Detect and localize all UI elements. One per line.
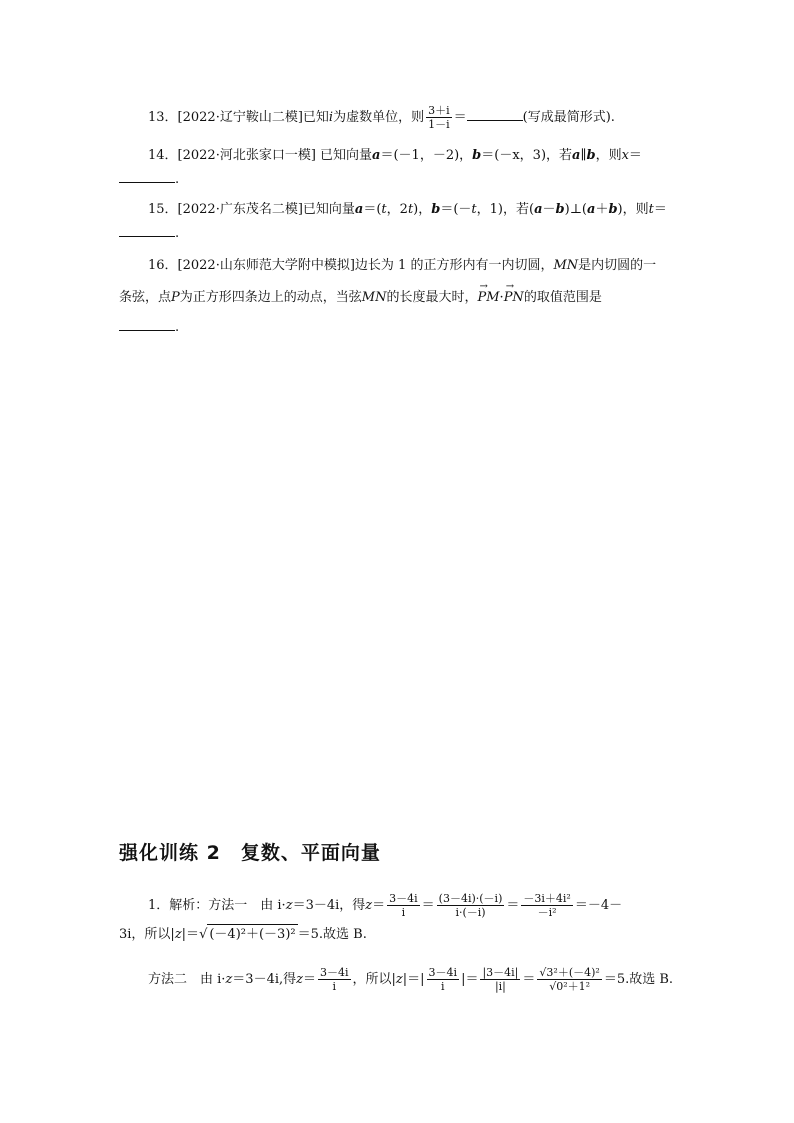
- equals-sign: ＝: [303, 972, 317, 987]
- text-fragment: ，1)，若(: [476, 202, 535, 217]
- problem-16-text: 16．[2022·山东师范大学附中模拟]边长为 1 的正方形内有一内切圆，: [148, 258, 554, 273]
- problem-16-line-1: [148, 256, 656, 276]
- fraction-numerator: 3－4i: [428, 966, 458, 979]
- answer-blank[interactable]: [119, 168, 175, 183]
- text-fragment: ＝5.故选 B.: [603, 972, 674, 987]
- fraction-denominator: i: [441, 980, 445, 993]
- problem-16-line-3: [119, 316, 179, 338]
- text-fragment: 为正方形四条边上的动点，当弦: [179, 290, 362, 305]
- fraction-denominator: i: [332, 980, 337, 993]
- vector-b: b: [608, 202, 618, 217]
- text-fragment: 条弦，点: [119, 290, 172, 305]
- vector-a-value: ＝(－1，－2)，: [380, 148, 473, 163]
- fraction-denominator: i·(－i): [455, 906, 486, 919]
- variable-t: t: [381, 202, 387, 217]
- answer-blank[interactable]: [467, 106, 523, 121]
- fraction-denominator: √0²＋1²: [549, 980, 591, 993]
- variable-x: x: [621, 148, 629, 163]
- sqrt-content: 3²＋(－4)²: [546, 966, 600, 979]
- sqrt-content: (－4)²＋(－3)²: [207, 924, 297, 945]
- equals-sign: ＝: [453, 110, 467, 125]
- solution-method-2: [148, 966, 673, 993]
- fraction-numerator: 3＋i: [428, 104, 450, 117]
- vector-a: a: [372, 148, 381, 163]
- text-fragment: )，: [413, 202, 432, 217]
- fraction: [387, 892, 420, 919]
- vector-a: a: [572, 148, 581, 163]
- imaginary-unit: i: [328, 110, 334, 125]
- problem-14-line-2: [119, 168, 179, 190]
- method-2-label: 方法二 由 i·: [148, 972, 226, 987]
- plus-sign: ＋: [595, 202, 609, 217]
- variable-z: z: [225, 972, 233, 987]
- fraction: [537, 966, 601, 993]
- vector-b: b: [472, 148, 482, 163]
- fraction: [427, 966, 460, 993]
- minus-sign: －: [542, 202, 556, 217]
- variable-z: z: [285, 898, 293, 913]
- equals-sign: ＝: [506, 898, 520, 913]
- vector-a: a: [354, 202, 364, 217]
- fraction-numerator: |3－4i|: [482, 966, 519, 979]
- dot-product: ·: [499, 290, 504, 305]
- vector-b: b: [586, 148, 596, 163]
- fraction: [521, 892, 572, 919]
- problem-13-fraction: [426, 104, 452, 131]
- vector-b-value: ＝(－x，3)，若: [481, 148, 573, 163]
- text-fragment: ＝－4－: [574, 898, 623, 913]
- text-fragment: ＝3－4i,得: [232, 972, 297, 987]
- vector-b: b: [555, 202, 565, 217]
- answer-blank[interactable]: [119, 222, 175, 237]
- period: .: [175, 320, 180, 335]
- fraction: [480, 966, 520, 993]
- fraction-denominator: －i²: [537, 906, 557, 919]
- text-fragment: )，则: [617, 202, 649, 217]
- text-fragment: 的取值范围是: [523, 290, 602, 305]
- solution-line-1: [148, 892, 622, 919]
- answer-blank[interactable]: [119, 316, 175, 331]
- text-fragment: 3i，所以|: [119, 927, 175, 942]
- fraction-numerator: (3－4i)·(－i): [438, 892, 503, 905]
- variable-z: z: [395, 972, 403, 987]
- variable-t: t: [471, 202, 477, 217]
- problem-16-line-2: [119, 288, 602, 308]
- problem-15-line-1: [148, 200, 667, 220]
- equals-sign: ＝: [522, 972, 536, 987]
- text-fragment: ，所以|: [352, 972, 396, 987]
- fraction-denominator: 1－i: [428, 118, 450, 131]
- period: .: [175, 226, 180, 241]
- text-fragment: ＝5.故选 B.: [297, 927, 367, 942]
- text-fragment: ＝(: [363, 202, 382, 217]
- variable-z: z: [174, 927, 182, 942]
- fraction: [318, 966, 351, 993]
- fraction: [437, 892, 505, 919]
- sqrt-symbol: √: [199, 927, 208, 942]
- vector-pn: → PN: [504, 288, 524, 308]
- variable-t: t: [648, 202, 654, 217]
- equals-sign: ＝: [421, 898, 435, 913]
- fraction-numerator: 3－4i: [320, 966, 349, 979]
- text-fragment: |＝: [461, 972, 479, 987]
- problem-15-line-2: [119, 222, 179, 244]
- problem-13-prefix: 13．[2022·辽宁鞍山二模]已知: [148, 110, 329, 125]
- text-fragment: ＝(－: [440, 202, 472, 217]
- equals-sign: ＝: [628, 148, 642, 163]
- variable-t: t: [407, 202, 414, 217]
- vector-b: b: [431, 202, 441, 217]
- section-heading: 强化训练 2 复数、平面向量: [119, 842, 381, 864]
- variable-z: z: [296, 972, 303, 987]
- text-fragment: ＝3－4i，得: [292, 898, 366, 913]
- vector-a: a: [534, 202, 543, 217]
- parallel-symbol: ∥: [580, 148, 587, 163]
- problem-13-text: 为虚数单位，则: [333, 110, 425, 125]
- vector-a: a: [587, 202, 596, 217]
- text-fragment: |＝|: [402, 972, 425, 987]
- equals-sign: ＝: [653, 202, 667, 217]
- fraction-numerator: √3²＋(－4)²: [539, 966, 600, 979]
- vector-pm: → PM: [477, 288, 499, 308]
- perpendicular-symbol: )⊥(: [564, 202, 587, 217]
- equals-sign: ＝: [372, 898, 386, 913]
- point-p: P: [171, 290, 180, 305]
- fraction-denominator: |i|: [494, 980, 506, 993]
- fraction-numerator: －3i＋4i²: [523, 892, 571, 905]
- fraction-numerator: 3－4i: [389, 892, 418, 905]
- fraction-denominator: i: [401, 906, 406, 919]
- chord-mn: MN: [553, 258, 579, 273]
- problem-15-text: 15．[2022·广东茂名二模]已知向量: [148, 202, 355, 217]
- solution-line-2: [119, 924, 367, 945]
- problem-14-then: ，则: [595, 148, 622, 163]
- problem-14-text: 14．[2022·河北张家口一模] 已知向量: [148, 148, 373, 163]
- problem-14-line-1: [148, 146, 642, 166]
- text-fragment: ，2: [386, 202, 408, 217]
- solution-label: 1．解析：方法一 由 i·: [148, 898, 286, 913]
- variable-z: z: [365, 898, 373, 913]
- problem-13: [148, 104, 615, 131]
- problem-13-suffix: (写成最简形式).: [522, 110, 615, 125]
- period: .: [175, 172, 180, 187]
- chord-mn: MN: [361, 290, 387, 305]
- text-fragment: |＝: [181, 927, 200, 942]
- text-fragment: 是内切圆的一: [578, 258, 657, 273]
- text-fragment: 的长度最大时，: [386, 290, 478, 305]
- sqrt-content: 0²＋1²: [556, 980, 591, 993]
